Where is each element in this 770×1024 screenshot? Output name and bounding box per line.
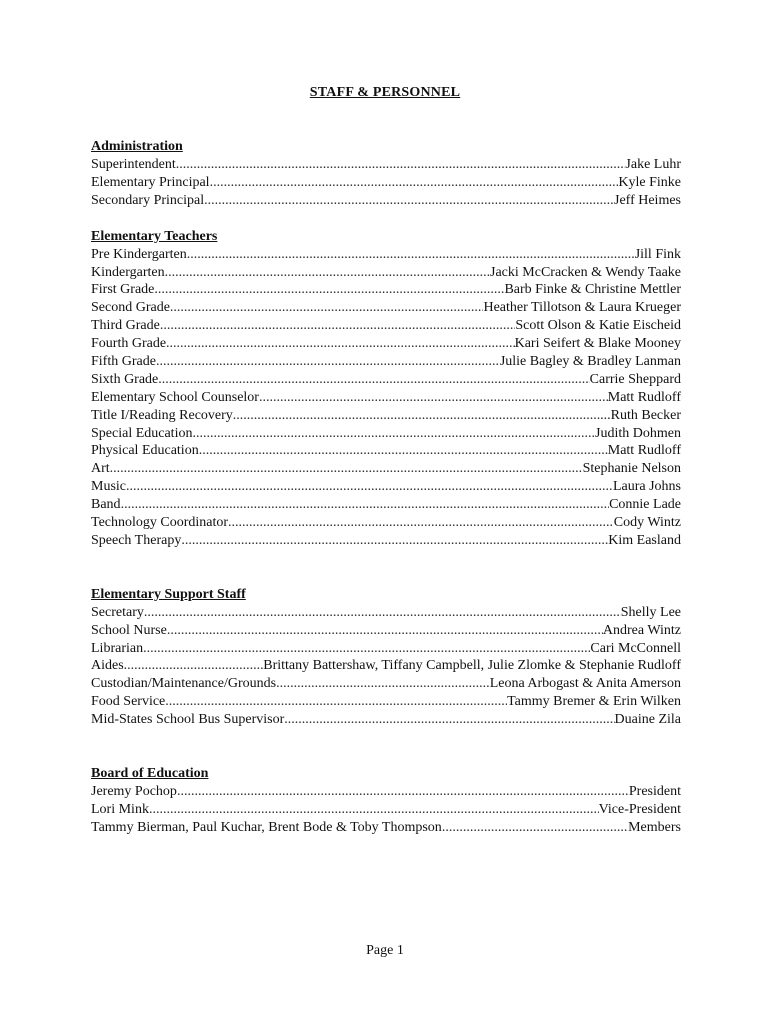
dot-leader (170, 299, 484, 317)
dot-leader (167, 622, 603, 640)
dot-leader (276, 675, 490, 693)
staff-row (91, 819, 681, 837)
section-spacer (91, 550, 681, 586)
role-label: Jeremy Pochop (91, 784, 177, 800)
dot-leader (176, 156, 626, 174)
staff-row (91, 353, 681, 371)
section-heading: Elementary Teachers (91, 228, 218, 244)
staff-name: Connie Lade (609, 497, 681, 513)
dot-leader (158, 371, 589, 389)
section (91, 586, 681, 729)
section (91, 765, 681, 837)
section-spacer (91, 210, 681, 228)
dot-leader (156, 353, 500, 371)
dot-leader (143, 640, 590, 658)
role-label: Third Grade (91, 318, 160, 334)
section-spacer (91, 729, 681, 765)
page-number: Page 1 (366, 943, 404, 958)
dot-leader (192, 425, 595, 443)
dot-leader (284, 711, 614, 729)
dot-leader (124, 657, 264, 675)
role-label: Elementary School Counselor (91, 389, 259, 405)
page-title: STAFF & PERSONNEL (309, 85, 461, 100)
staff-row (91, 783, 681, 801)
dot-leader (149, 801, 599, 819)
dot-leader (259, 389, 608, 407)
staff-row (91, 711, 681, 729)
staff-row (91, 317, 681, 335)
role-label: Librarian (91, 640, 144, 656)
staff-row (91, 657, 681, 675)
role-label: Pre Kindergarten (91, 246, 187, 262)
staff-row (91, 693, 681, 711)
dot-leader (199, 442, 608, 460)
staff-name: Jacki McCracken & Wendy Taake (490, 264, 681, 280)
staff-row (91, 281, 681, 299)
staff-row (91, 425, 681, 443)
dot-leader (121, 496, 610, 514)
staff-name: Matt Rudloff (607, 443, 681, 459)
staff-row (91, 407, 681, 425)
dot-leader (160, 317, 516, 335)
staff-name: Duaine Zila (614, 712, 681, 728)
section-heading: Board of Education (91, 766, 209, 782)
staff-row (91, 622, 681, 640)
staff-name: Tammy Bremer & Erin Wilken (507, 694, 681, 710)
dot-leader (210, 174, 619, 192)
staff-name: Vice-President (598, 801, 681, 817)
staff-name: Shelly Lee (620, 604, 681, 620)
role-label: Secretary (91, 604, 144, 620)
dot-leader (177, 783, 629, 801)
role-label: Fourth Grade (91, 336, 167, 352)
staff-name: Cody Wintz (613, 515, 681, 531)
dot-leader (204, 192, 614, 210)
staff-name: Kyle Finke (618, 174, 681, 190)
role-label: First Grade (91, 282, 155, 298)
role-label: Second Grade (91, 300, 170, 316)
staff-name: President (628, 784, 681, 800)
staff-row (91, 264, 681, 282)
staff-name: Matt Rudloff (607, 389, 681, 405)
staff-name: Barb Finke & Christine Mettler (504, 282, 681, 298)
staff-directory (91, 138, 681, 837)
dot-leader (126, 478, 613, 496)
dot-leader (187, 246, 635, 264)
staff-name: Leona Arbogast & Anita Amerson (489, 676, 681, 692)
staff-name: Kim Easland (608, 532, 681, 548)
staff-name: ...Ruth Becker (600, 407, 681, 423)
staff-name: Heather Tillotson & Laura Krueger (483, 300, 681, 316)
dot-leader (166, 335, 515, 353)
staff-row (91, 675, 681, 693)
staff-name: Brittany Battershaw, Tiffany Campbell, Julie Zlomke & Stephanie Rudloff (263, 658, 681, 674)
role-label: Kindergarten (91, 264, 165, 280)
role-label: Special Education (91, 425, 193, 441)
staff-name: Kari Seifert & Blake Mooney (514, 336, 681, 352)
staff-row (91, 156, 681, 174)
role-label: Technology Coordinator (91, 515, 229, 531)
role-label: Lori Mink (91, 801, 149, 817)
section (91, 138, 681, 210)
staff-row (91, 801, 681, 819)
staff-name: Members (628, 819, 681, 835)
role-label: Food Service (91, 694, 166, 710)
role-label: Superintendent (91, 157, 176, 172)
dot-leader (144, 604, 621, 622)
staff-row (91, 496, 681, 514)
dot-leader (154, 281, 504, 299)
staff-name: Andrea Wintz (602, 622, 681, 638)
staff-row (91, 299, 681, 317)
staff-row (91, 604, 681, 622)
staff-name: Judith Dohmen (595, 425, 681, 441)
role-label: Aides (91, 658, 124, 674)
staff-name: Jill Fink (634, 246, 681, 262)
dot-leader (442, 819, 628, 837)
dot-leader (110, 460, 583, 478)
staff-row (91, 174, 681, 192)
section (91, 228, 681, 550)
staff-row (91, 478, 681, 496)
staff-row (91, 442, 681, 460)
role-label: School Nurse (91, 622, 167, 638)
staff-row (91, 460, 681, 478)
role-label: Tammy Bierman, Paul Kuchar, Brent Bode & Toby Thompson (91, 819, 442, 835)
staff-row (91, 532, 681, 550)
staff-row (91, 640, 681, 658)
staff-row (91, 371, 681, 389)
staff-row (91, 192, 681, 210)
role-label: Mid-States School Bus Supervisor (91, 712, 285, 728)
role-label: Title I/Reading Recovery (91, 407, 233, 423)
staff-name: Scott Olson & Katie Eischeid (515, 318, 681, 334)
role-label: Elementary Principal (91, 174, 210, 190)
role-label: Band (91, 497, 121, 513)
section-heading: Administration (91, 139, 183, 154)
role-label: Secondary Principal (91, 192, 205, 208)
dot-leader (165, 693, 507, 711)
dot-leader (233, 407, 600, 425)
staff-name: Julie Bagley & Bradley Lanman (499, 354, 681, 370)
staff-row (91, 389, 681, 407)
role-label: Speech Therapy (91, 532, 182, 548)
role-label: Sixth Grade (91, 371, 159, 387)
staff-row (91, 335, 681, 353)
staff-name: Laura Johns (612, 479, 681, 495)
role-label: Art (91, 461, 110, 477)
staff-name: Jake Luhr (625, 157, 681, 172)
role-label: Physical Education (91, 443, 199, 459)
dot-leader (228, 514, 614, 532)
staff-row (91, 246, 681, 264)
role-label: Music (91, 479, 126, 495)
staff-name: Jeff Heimes (614, 192, 681, 208)
role-label: Fifth Grade (91, 354, 156, 370)
staff-name: Stephanie Nelson (582, 461, 681, 477)
staff-row (91, 514, 681, 532)
dot-leader (165, 264, 490, 282)
role-label: Custodian/Maintenance/Grounds (91, 676, 277, 692)
staff-name: Carrie Sheppard (589, 371, 681, 387)
dot-leader (181, 532, 608, 550)
section-heading: Elementary Support Staff (91, 586, 246, 602)
staff-name: Cari McConnell (590, 640, 681, 656)
